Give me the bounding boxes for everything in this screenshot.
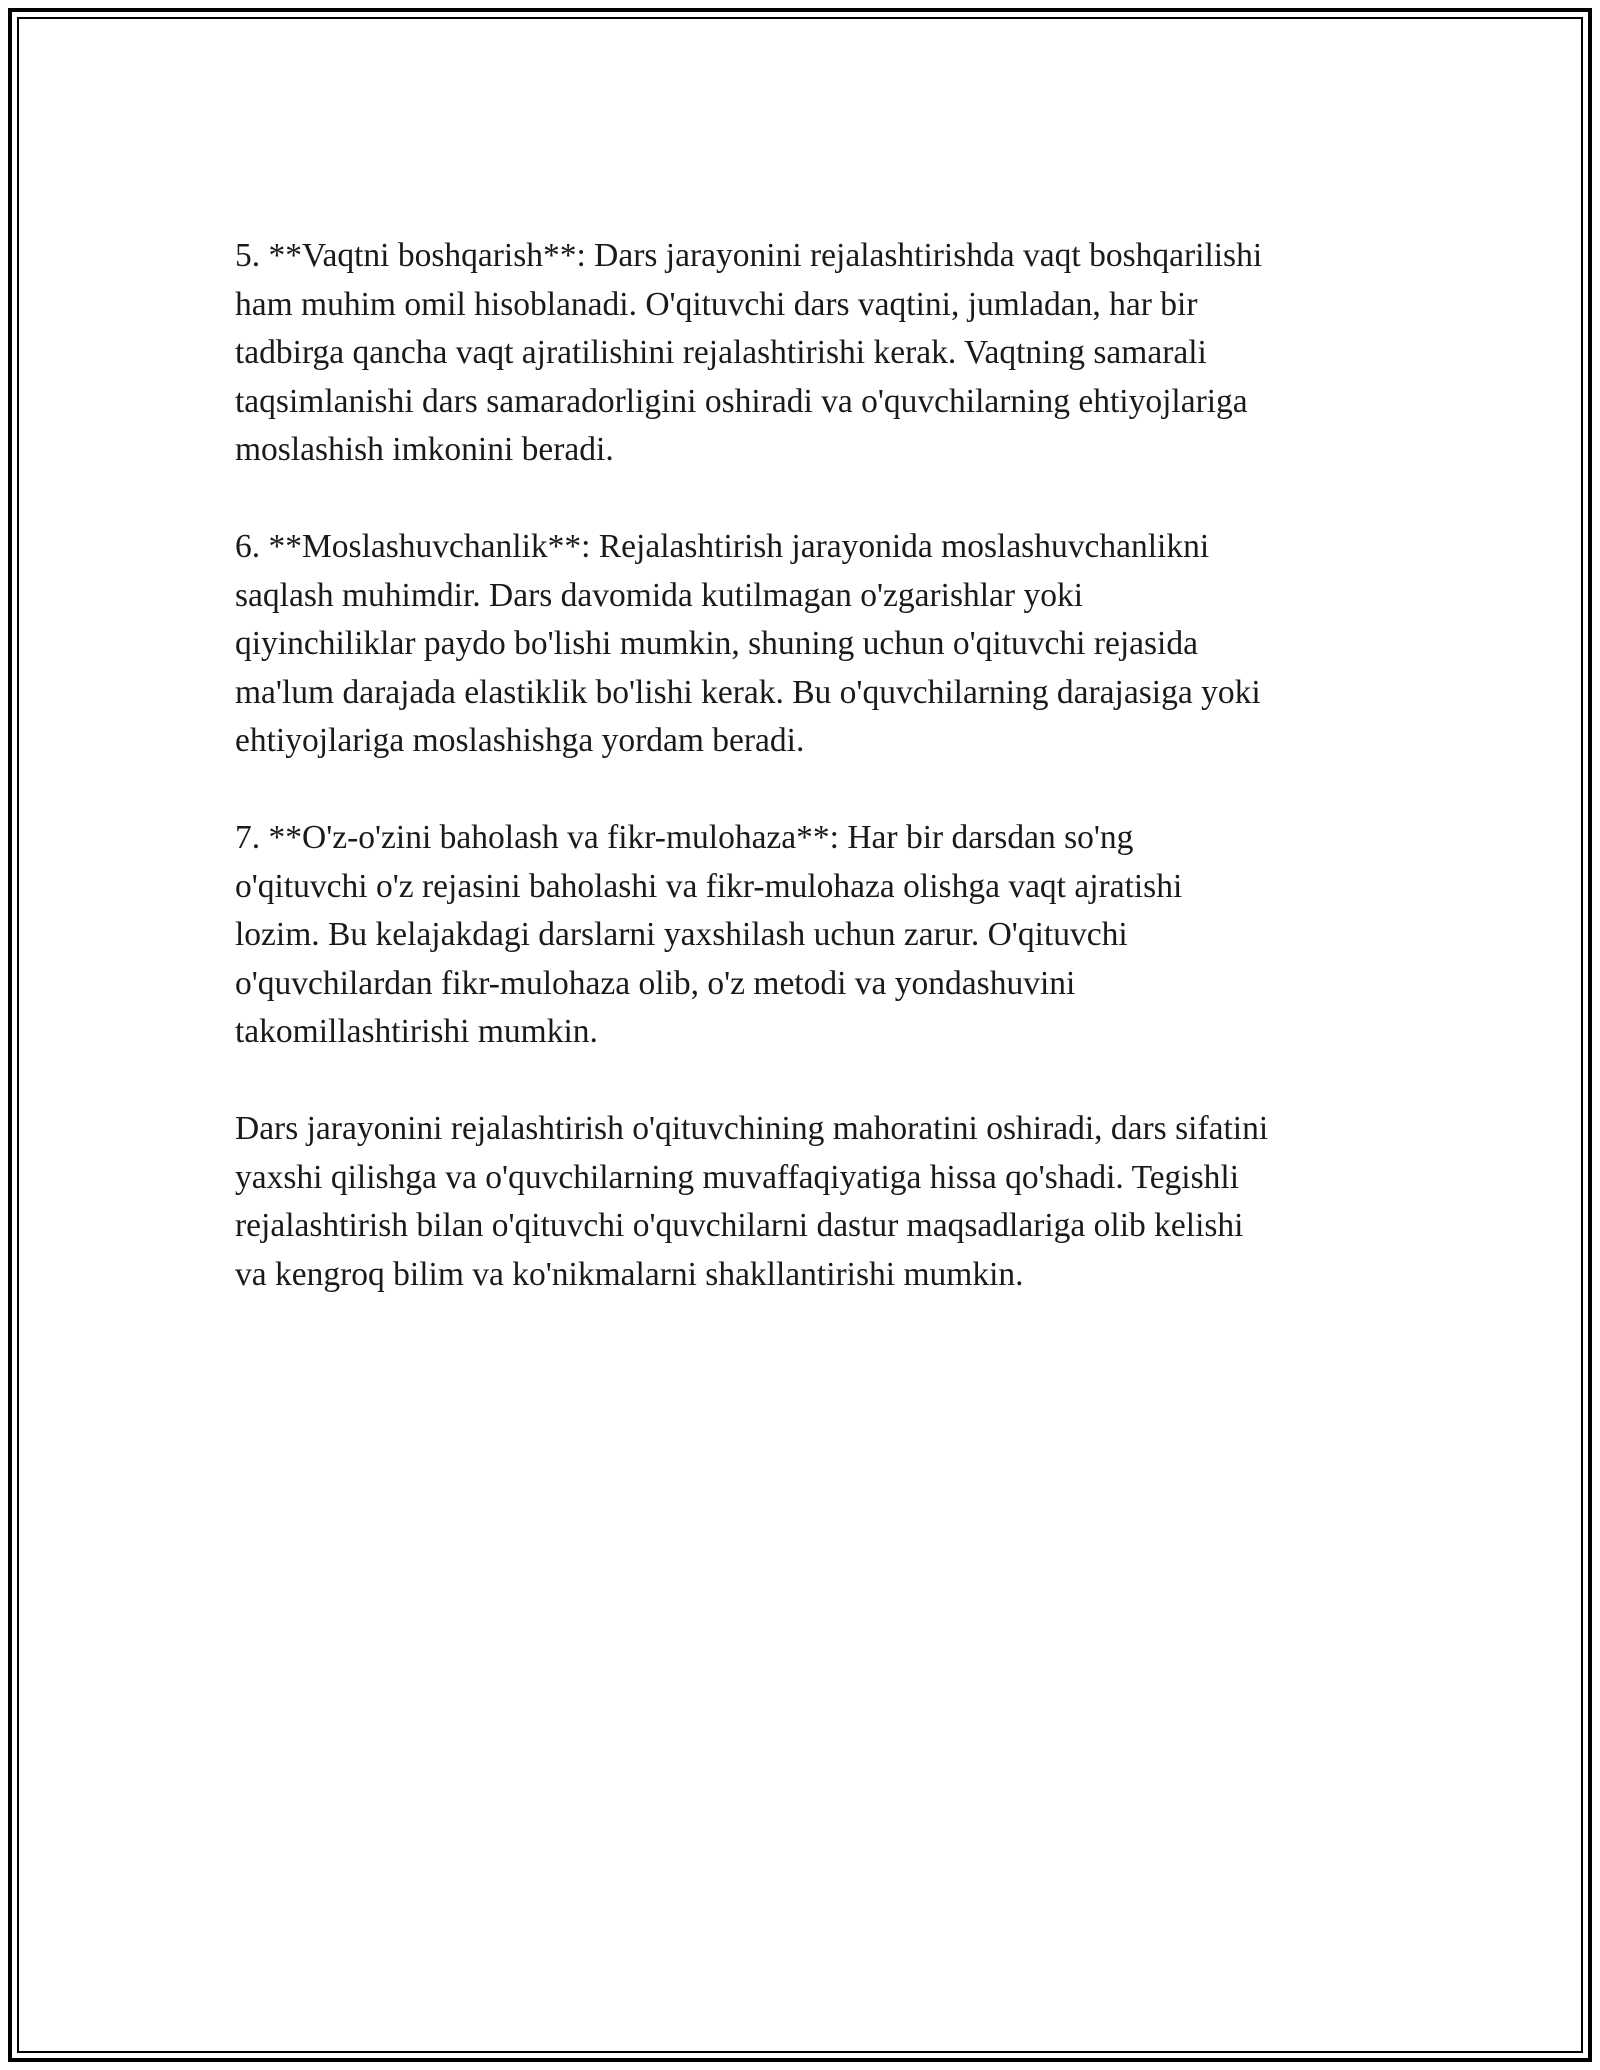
document-body [235,232,1375,1348]
paragraph-flexibility: 6. **Moslashuvchanlik**: Rejalashtirish jarayonida moslashuvchanlikni saqlash muhimdir. Dars davomida kutilmagan o'zgarishlar yoki qiyinchiliklar paydo bo'lishi mumkin, shuning uchun o'qituvchi rejasida ma'lum darajada elastiklik bo'lishi kerak. Bu o'quvchilarning darajasiga yoki ehtiyojlariga moslashishga yordam beradi. [235,528,1261,759]
paragraph-time-management: 5. **Vaqtni boshqarish**: Dars jarayonini rejalashtirishda vaqt boshqarilishi ham muhim omil hisoblanadi. O'qituvchi dars vaqtini, jumladan, har bir tadbirga qancha vaqt ajratilishini rejalashtirishi kerak. Vaqtning samarali taqsimlanishi dars samaradorligini oshiradi va o'quvchilarning ehtiyojlariga moslashish imkonini beradi. [235,237,1263,468]
paragraph-conclusion: Dars jarayonini rejalashtirish o'qituvchining mahoratini oshiradi, dars sifatini yaxshi qilishga va o'quvchilarning muvaffaqiyatiga hissa qo'shadi. Tegishli rejalashtirish bilan o'qituvchi o'quvchilarni dastur maqsadlariga olib kelishi va kengroq bilim va ko'nikmalarni shakllantirishi mumkin. [235,1110,1269,1293]
paragraph-self-assessment: 7. **O'z-o'zini baholash va fikr-mulohaza**: Har bir darsdan so'ng o'qituvchi o'z rejasini baholashi va fikr-mulohaza olishga vaqt ajratishi lozim. Bu kelajakdagi darslarni yaxshilash uchun zarur. O'qituvchi o'quvchilardan fikr-mulohaza olib, o'z metodi va yondashuvini takomillashtirishi mumkin. [235,819,1183,1050]
